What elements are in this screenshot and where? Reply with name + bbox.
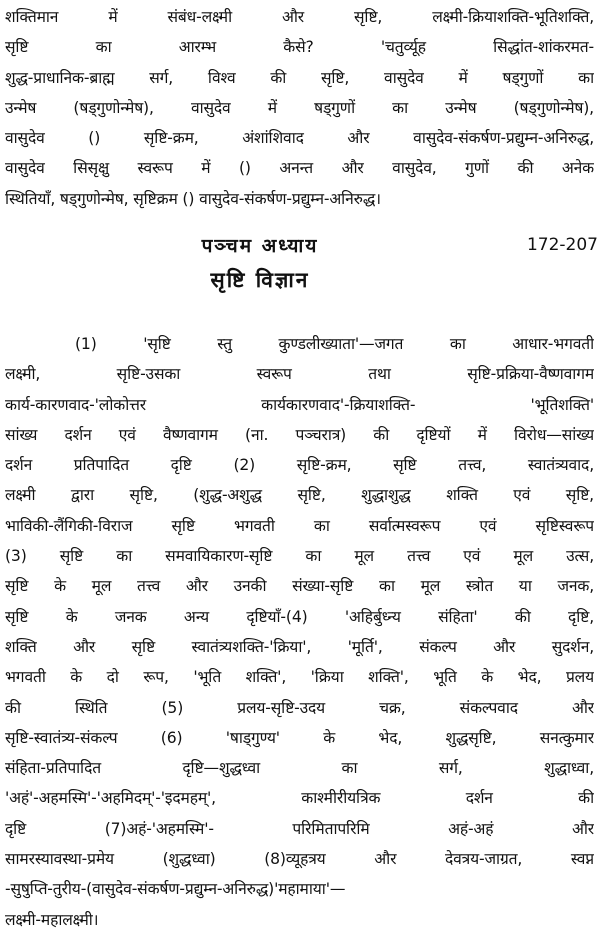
text-line: उन्मेष (षड्गुणोन्मेष), वासुदेव में षड्गुणों का उन्मेष (षड्गुणोन्मेष), [5, 98, 594, 117]
text-line: शक्तिमान में संबंध-लक्ष्मी और सृष्टि, लक्ष्मी-क्रियाशक्ति-भूतिशक्ति, [5, 8, 594, 26]
text-line: दर्शन प्रतिपादित दृष्टि (2) सृष्टि-क्रम, सृष्टि तत्त्व, स्वातंत्र्यवाद, [5, 456, 594, 475]
text-line: वासुदेव सिसृक्षु स्वरूप में () अनन्त और वासुदेव, गुणों की अनेक [5, 159, 594, 178]
text-line: सृष्टि के मूल तत्त्व और उनकी संख्या-सृष्टि का मूल स्त्रोत या जनक, [5, 577, 594, 596]
text-line: सामरस्यावस्था-प्रमेय (शुद्धध्वा) (8)व्यूहत्रय और देवत्रय-जाग्रत, स्वप्न [5, 850, 594, 869]
text-line: सृष्टि का आरम्भ कैसे? 'चतुर्व्यूह सिद्धांत-शांकरमत- [5, 38, 594, 57]
text-line: सृष्टि-स्वातंत्र्य-संकल्प (6) 'षाड्गुण्य' के भेद, शुद्धसृष्टि, सनत्कुमार [5, 728, 594, 747]
text-line: लक्ष्मी, सृष्टि-उसका स्वरूप तथा सृष्टि-प्रक्रिया-वैष्णवागम [5, 365, 594, 384]
text-line: (3) सृष्टि का समवायिकारण-सृष्टि का मूल तत्त्व एवं मूल उत्स, [5, 547, 594, 566]
text-line: भगवती के दो रूप, 'भूति शक्ति', 'क्रिया शक्ति', भूति के भेद, प्रलय [5, 668, 594, 687]
text-line: 'अहं'-अहमस्मि'-'अहमिदम्'-'इदमहम्', काश्मीरीयत्रिक दर्शन की [5, 789, 594, 808]
text-line: दृष्टि (7)अहं-'अहमस्मि'- परिमितापरिमि अहं-अहं और [5, 819, 594, 838]
chapter-contents-paragraph [5, 329, 594, 935]
text-line: लक्ष्मी द्वारा सृष्टि, (शुद्ध-अशुद्ध सृष्टि, शुद्धाशुद्ध शक्ति एवं सृष्टि, [5, 486, 594, 505]
chapter-title: सृष्टि विज्ञान [210, 268, 310, 292]
text-line: स्थितियाँ, षड्गुणोन्मेष, सृष्टिक्रम () वासुदेव-संकर्षण-प्रद्युम्न-अनिरुद्ध। [5, 189, 381, 208]
text-line: शुद्ध-प्राधानिक-ब्राह्म सर्ग, विश्व की सृष्टि, वासुदेव में षड्गुणों का [5, 68, 594, 87]
text-line: सृष्टि के जनक अन्य दृष्टियाँ-(4) 'अहिर्बुध्न्य संहिता' की दृष्टि, [5, 607, 594, 626]
text-line: लक्ष्मी-महालक्ष्मी। [5, 910, 99, 929]
text-line: शक्ति और सृष्टि स्वातंत्र्यशक्ति-'क्रिया', 'मूर्ति', संकल्प और सुदर्शन, [5, 637, 594, 656]
text-line: (1) 'सृष्टि स्तु कुण्डलीख्याता'—जगत का आधार-भगवती [75, 335, 594, 353]
text-line: वासुदेव () सृष्टि-क्रम, अंशांशिवाद और वासुदेव-संकर्षण-प्रद्युम्न-अनिरुद्ध, [5, 129, 594, 148]
text-line: की स्थिति (5) प्रलय-सृष्टि-उदय चक्र, संकल्पवाद और [5, 698, 594, 717]
text-line: -सुषुप्ति-तुरीय-(वासुदेव-संकर्षण-प्रद्युम्न-अनिरुद्ध)'महामाया'— [5, 880, 346, 899]
text-line: कार्य-कारणवाद-'लोकोत्तर कार्यकारणवाद'-क्रियाशक्ति- 'भूतिशक्ति' [5, 395, 594, 414]
page-range: 172-207 [526, 235, 598, 255]
continued-contents-paragraph [5, 2, 594, 214]
text-line: भाविकी-लैंगिकी-विराज सृष्टि भगवती का सर्वात्मस्वरूप एवं सृष्टिस्वरूप [5, 516, 594, 535]
text-line: सांख्य दर्शन एवं वैष्णवागम (ना. पञ्चरात्र) की दृष्टियों में विरोध—सांख्य [5, 425, 594, 444]
text-line: संहिता-प्रतिपादित दृष्टि—शुद्धध्वा का सर्ग, शुद्धाध्वा, [5, 759, 594, 778]
chapter-label: पञ्चम अध्याय [201, 235, 319, 257]
